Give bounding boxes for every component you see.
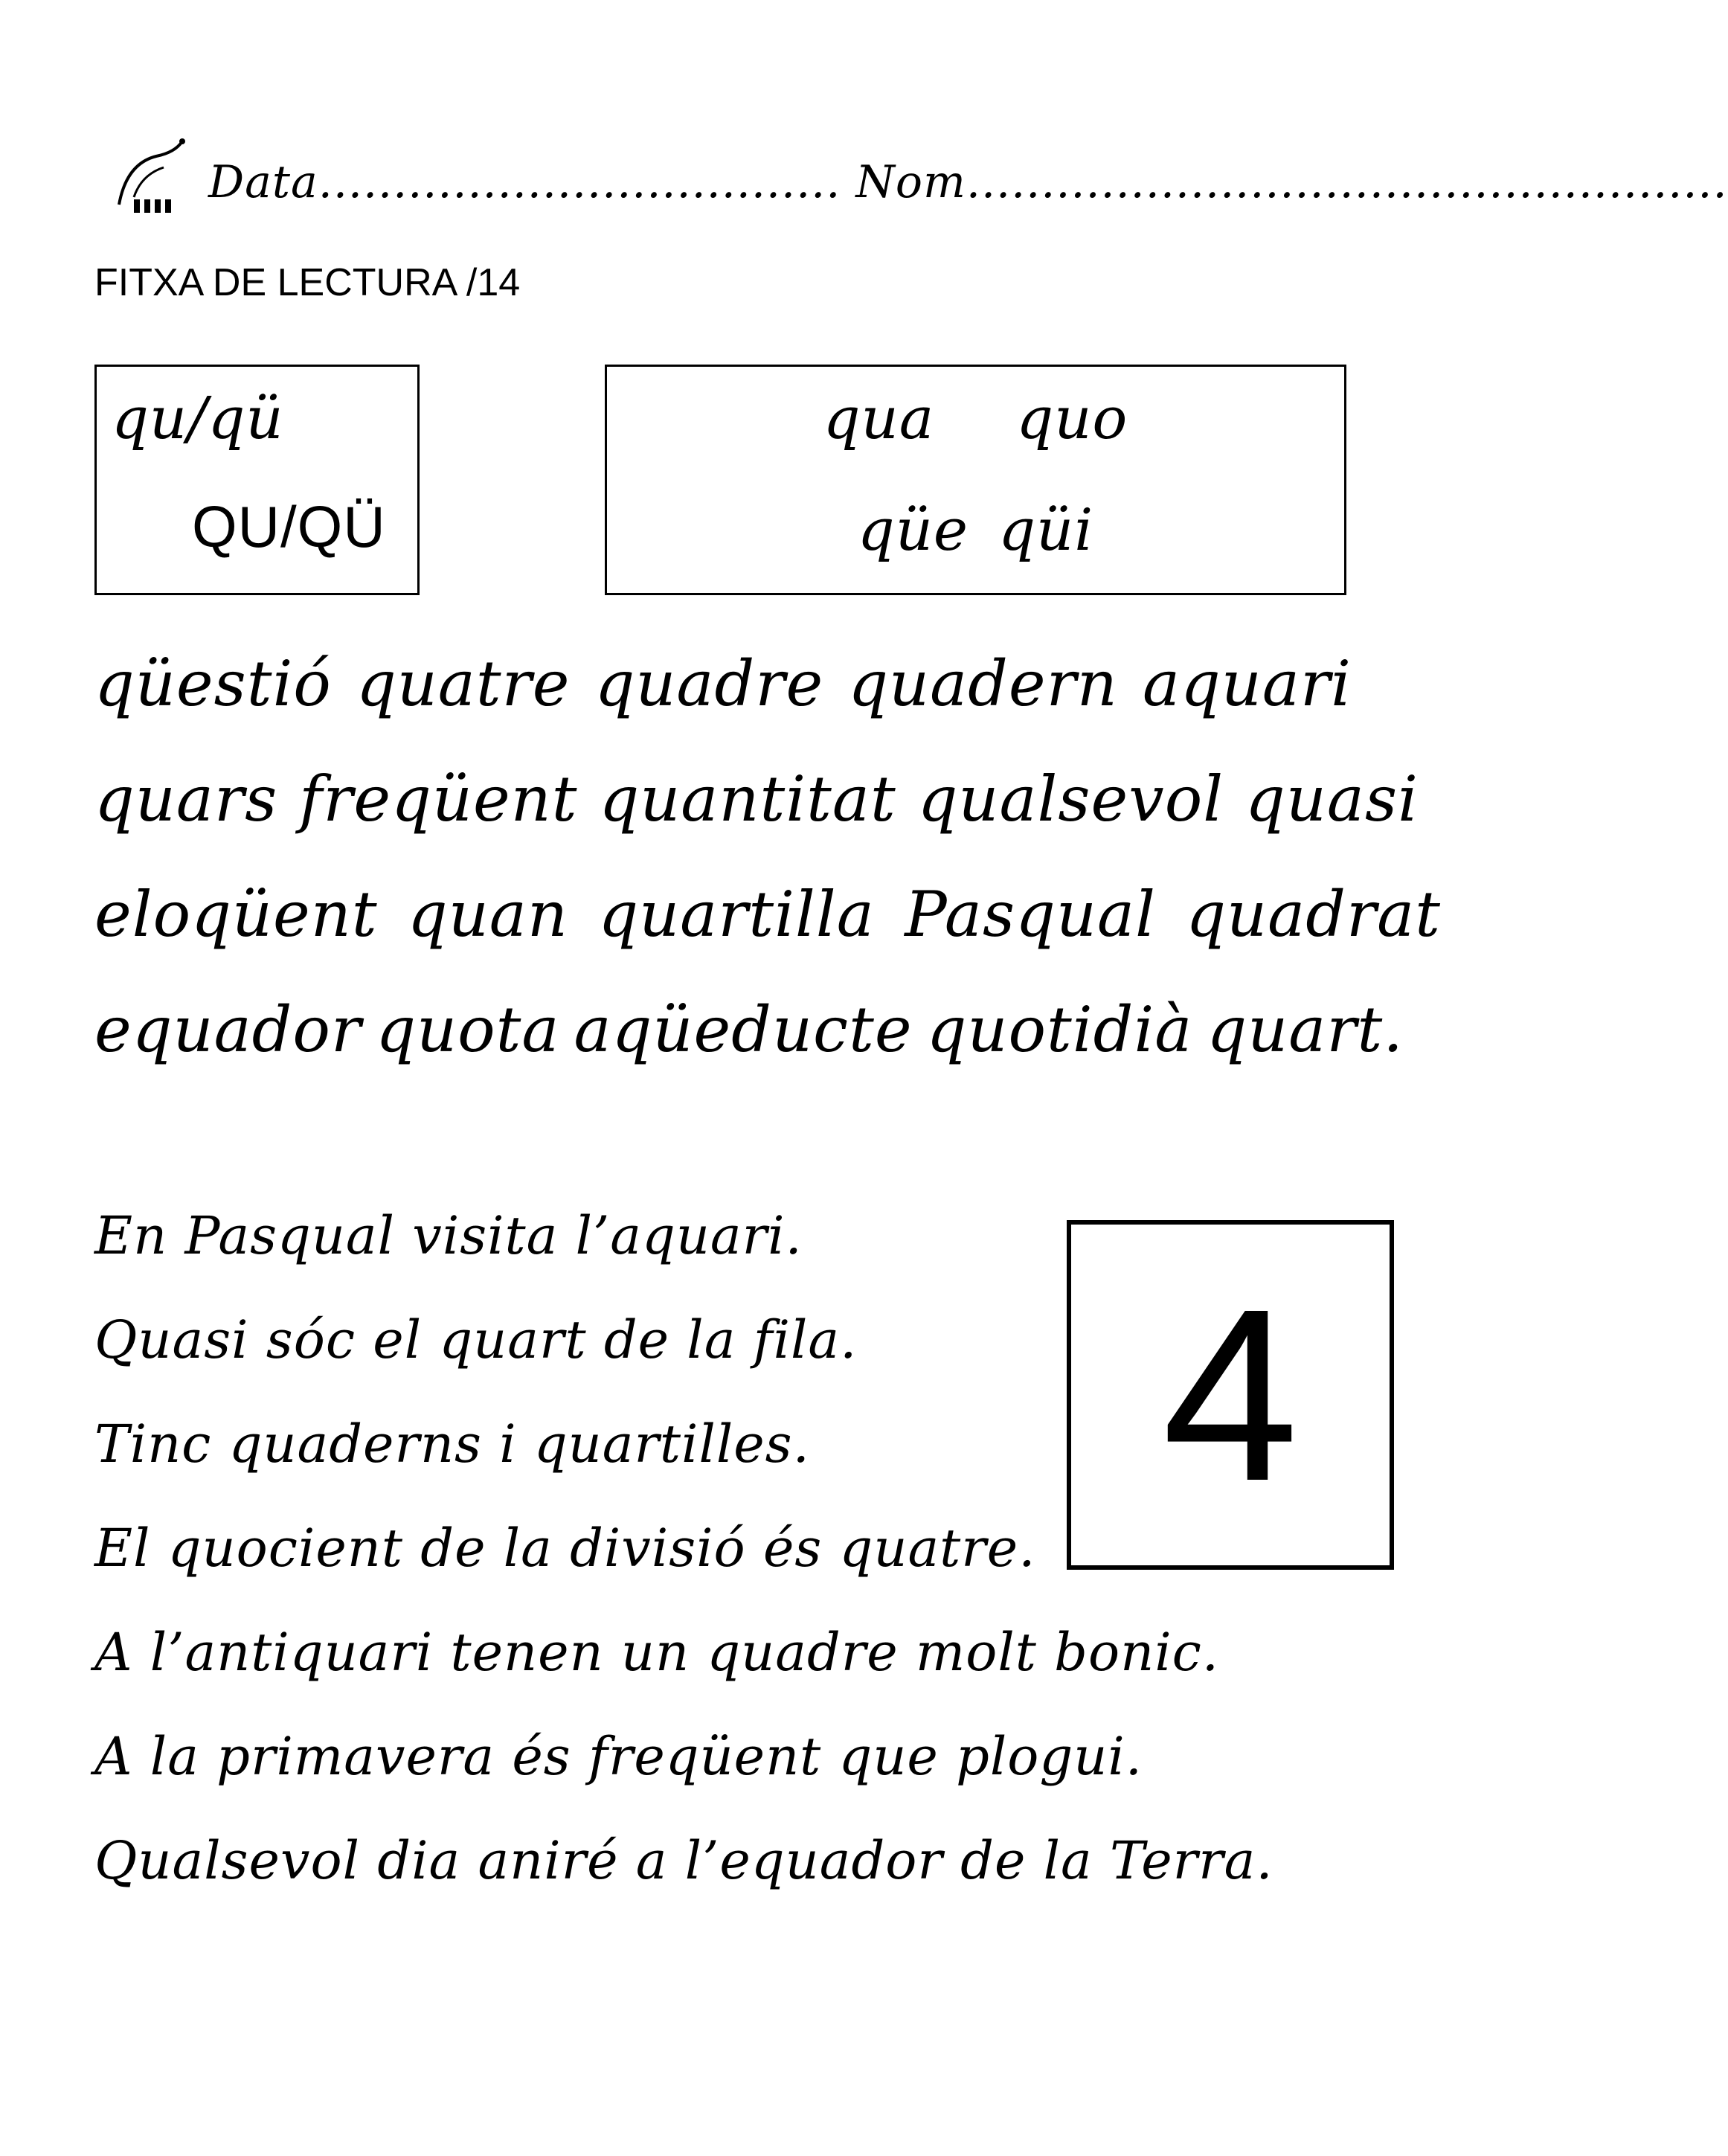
syllable: qüi bbox=[998, 497, 1094, 564]
syllables-row-1 bbox=[607, 385, 1344, 452]
syllables-box bbox=[605, 365, 1346, 595]
syllable: qua bbox=[823, 385, 935, 452]
syllable: quo bbox=[1016, 385, 1128, 452]
word: quadern bbox=[848, 647, 1118, 720]
word: qualsevol bbox=[917, 763, 1224, 835]
word: aquari bbox=[1142, 647, 1352, 720]
word: freqüent bbox=[299, 763, 578, 835]
word: quota bbox=[376, 993, 560, 1066]
word: quotidià bbox=[926, 993, 1193, 1066]
snail-logo-icon bbox=[112, 134, 193, 216]
sentence: El quocient de la divisió és quatre. bbox=[94, 1518, 1036, 1579]
sentence: Tinc quaderns i quartilles. bbox=[94, 1414, 810, 1475]
letters-box bbox=[94, 365, 420, 595]
sentence: En Pasqual visita l’aquari. bbox=[94, 1205, 803, 1266]
word-row bbox=[94, 993, 1404, 1066]
sentence: A l’antiquari tenen un quadre molt bonic. bbox=[94, 1622, 1220, 1683]
sheet-title: FITXA DE LECTURA /14 bbox=[94, 261, 521, 304]
word: quadre bbox=[594, 647, 824, 720]
word-row bbox=[94, 647, 1352, 720]
word: quartilla bbox=[598, 878, 875, 951]
syllables-row-2 bbox=[607, 497, 1344, 564]
word: quatre bbox=[356, 647, 571, 720]
sentence: A la primavera és freqüent que plogui. bbox=[94, 1726, 1143, 1787]
word: quadrat bbox=[1186, 878, 1441, 951]
date-name-line: Data................................... Nom................................................... bbox=[208, 156, 1728, 208]
word: qüestió bbox=[94, 647, 332, 720]
letters-uppercase: QU/QÜ bbox=[192, 494, 386, 559]
header bbox=[112, 134, 1728, 216]
letters-lowercase: qu/qü bbox=[112, 385, 284, 452]
sentence: Quasi sóc el quart de la fila. bbox=[94, 1309, 858, 1370]
word-row bbox=[94, 763, 1419, 835]
sentence: Qualsevol dia aniré a l’equador de la Terra. bbox=[94, 1830, 1273, 1891]
word: quan bbox=[407, 878, 568, 951]
word: quantitat bbox=[599, 763, 896, 835]
word: quars bbox=[94, 763, 278, 835]
number-box bbox=[1067, 1220, 1394, 1570]
word: aqüeducte bbox=[574, 993, 913, 1066]
word-row bbox=[94, 878, 1441, 951]
word: eloqüent bbox=[94, 878, 378, 951]
sheet-number: 4 bbox=[1162, 1257, 1299, 1532]
word: Pasqual bbox=[905, 878, 1156, 951]
word: quasi bbox=[1245, 763, 1419, 835]
word: equador bbox=[94, 993, 362, 1066]
syllable: qüe bbox=[857, 497, 969, 564]
word: quart. bbox=[1207, 993, 1404, 1066]
